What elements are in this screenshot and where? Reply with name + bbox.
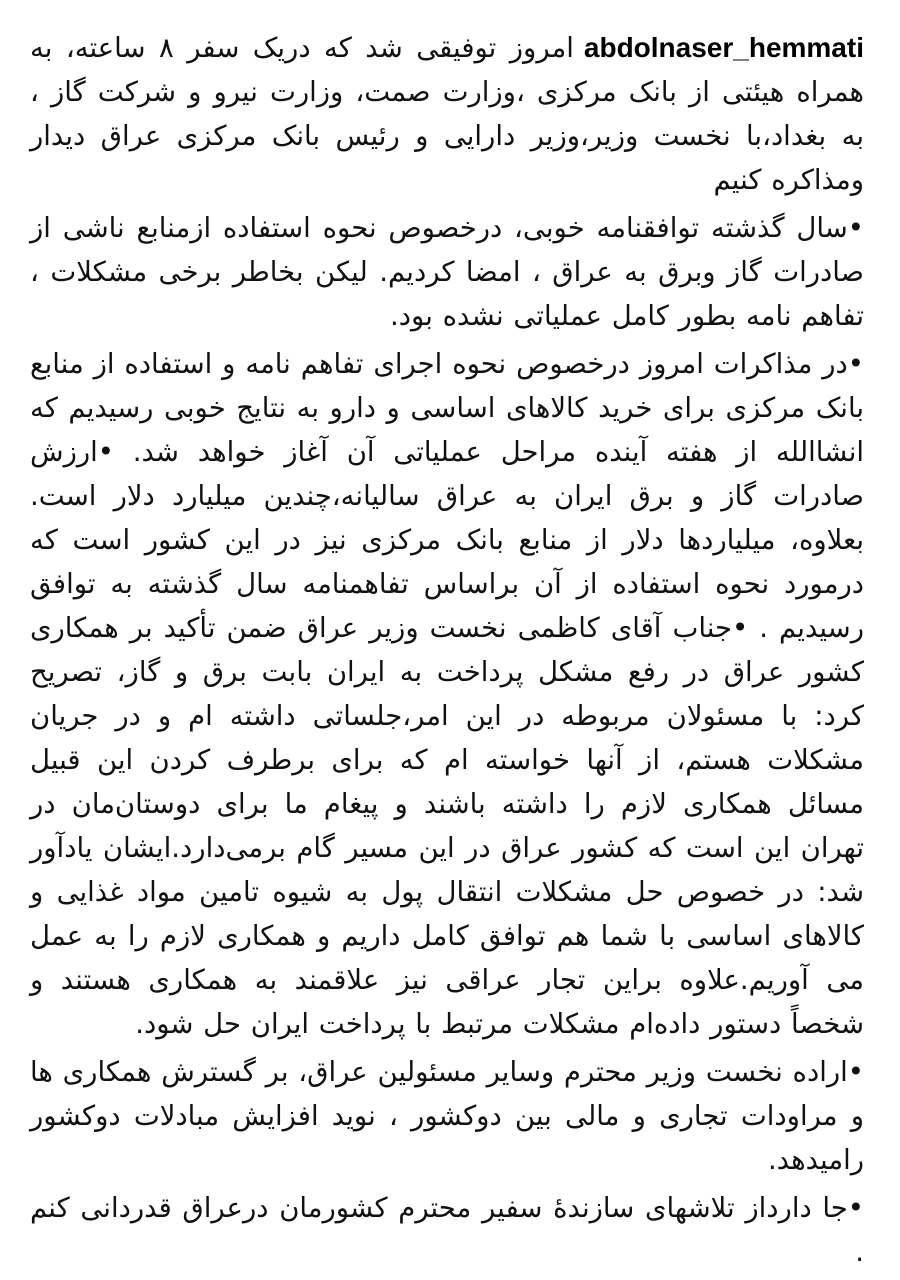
caption-paragraph-intro [30,26,864,202]
caption-paragraph-thanks: •جا دارداز تلاشهای سازندۀ سفیر محترم کشورمان درعراق قدردانی کنم . [30,1192,864,1268]
caption-paragraph-negotiations: •در مذاکرات امروز درخصوص نحوه اجرای تفاهم نامه و استفاده از منابع بانک مرکزی برای خرید کالاهای اساسی و دارو به نتایج خوبی رسیدیم که انشاالله از هفته آینده مراحل عملیاتی آن آغاز خواهد شد. •ارزش صادرات گاز و برق ایران به عراق سالیانه،چندین میلیارد دلار است. بعلاوه، میلیاردها دلار از منابع بانک مرکزی نیز در این کشور است که درمورد نحوه استفاده از آن براساس تفاهمنامه سال گذشته به توافق رسیدیم . •جناب آقای کاظمی نخست وزیر عراق ضمن تأکید بر همکاری کشور عراق در رفع مشکل پرداخت به ایران بابت برق و گاز، تصریح کرد: با مسئولان مربوطه در این امر،جلساتی داشته ام و در جریان مشکلات هستم، از آنها خواسته ام که برای برطرف کردن این قبیل مسائل همکاری لازم را داشته باشند و پیغام ما برای دوستان‌مان در تهران این است که کشور عراق در این مسیر گام برمی‌دارد.ایشان یادآور شد: در خصوص حل مشکلات انتقال پول به شیوه تامین مواد غذایی و کالاهای اساسی با شما هم توافق کامل داریم و همکاری لازم را به عمل می آوریم.علاوه براین تجار عراقی نیز علاقمند به همکاری هستند و شخصاً دستور داده‌ام مشکلات مرتبط با پرداخت ایران حل شود. [30,348,864,1040]
caption-paragraph-will: •اراده نخست وزیر محترم وسایر مسئولین عراق، بر گسترش همکاری ها و مراودات تجاری و مالی بین دوکشور ، نوید افزایش مبادلات دوکشور رامیدهد. [30,1056,864,1176]
caption-text-intro: امروز توفیقی شد که دریک سفر ۸ ساعته، به همراه هیئتی از بانک مرکزی ،وزارت صمت، وزارت نیرو و شرکت گاز ، به بغداد،با نخست وزیر،وزیر دارایی و رئیس بانک مرکزی عراق دیدار ومذاکره کنیم [30,32,864,196]
username-link[interactable]: abdolnaser_hemmati [583,32,864,63]
caption-paragraph-agreement: •سال گذشته توافقنامه خوبی، درخصوص نحوه استفاده ازمنابع ناشی از صادرات گاز وبرق به عراق ، امضا کردیم. لیکن بخاطر برخی مشکلات ، تفاهم نامه بطور کامل عملیاتی نشده بود. [30,212,864,332]
